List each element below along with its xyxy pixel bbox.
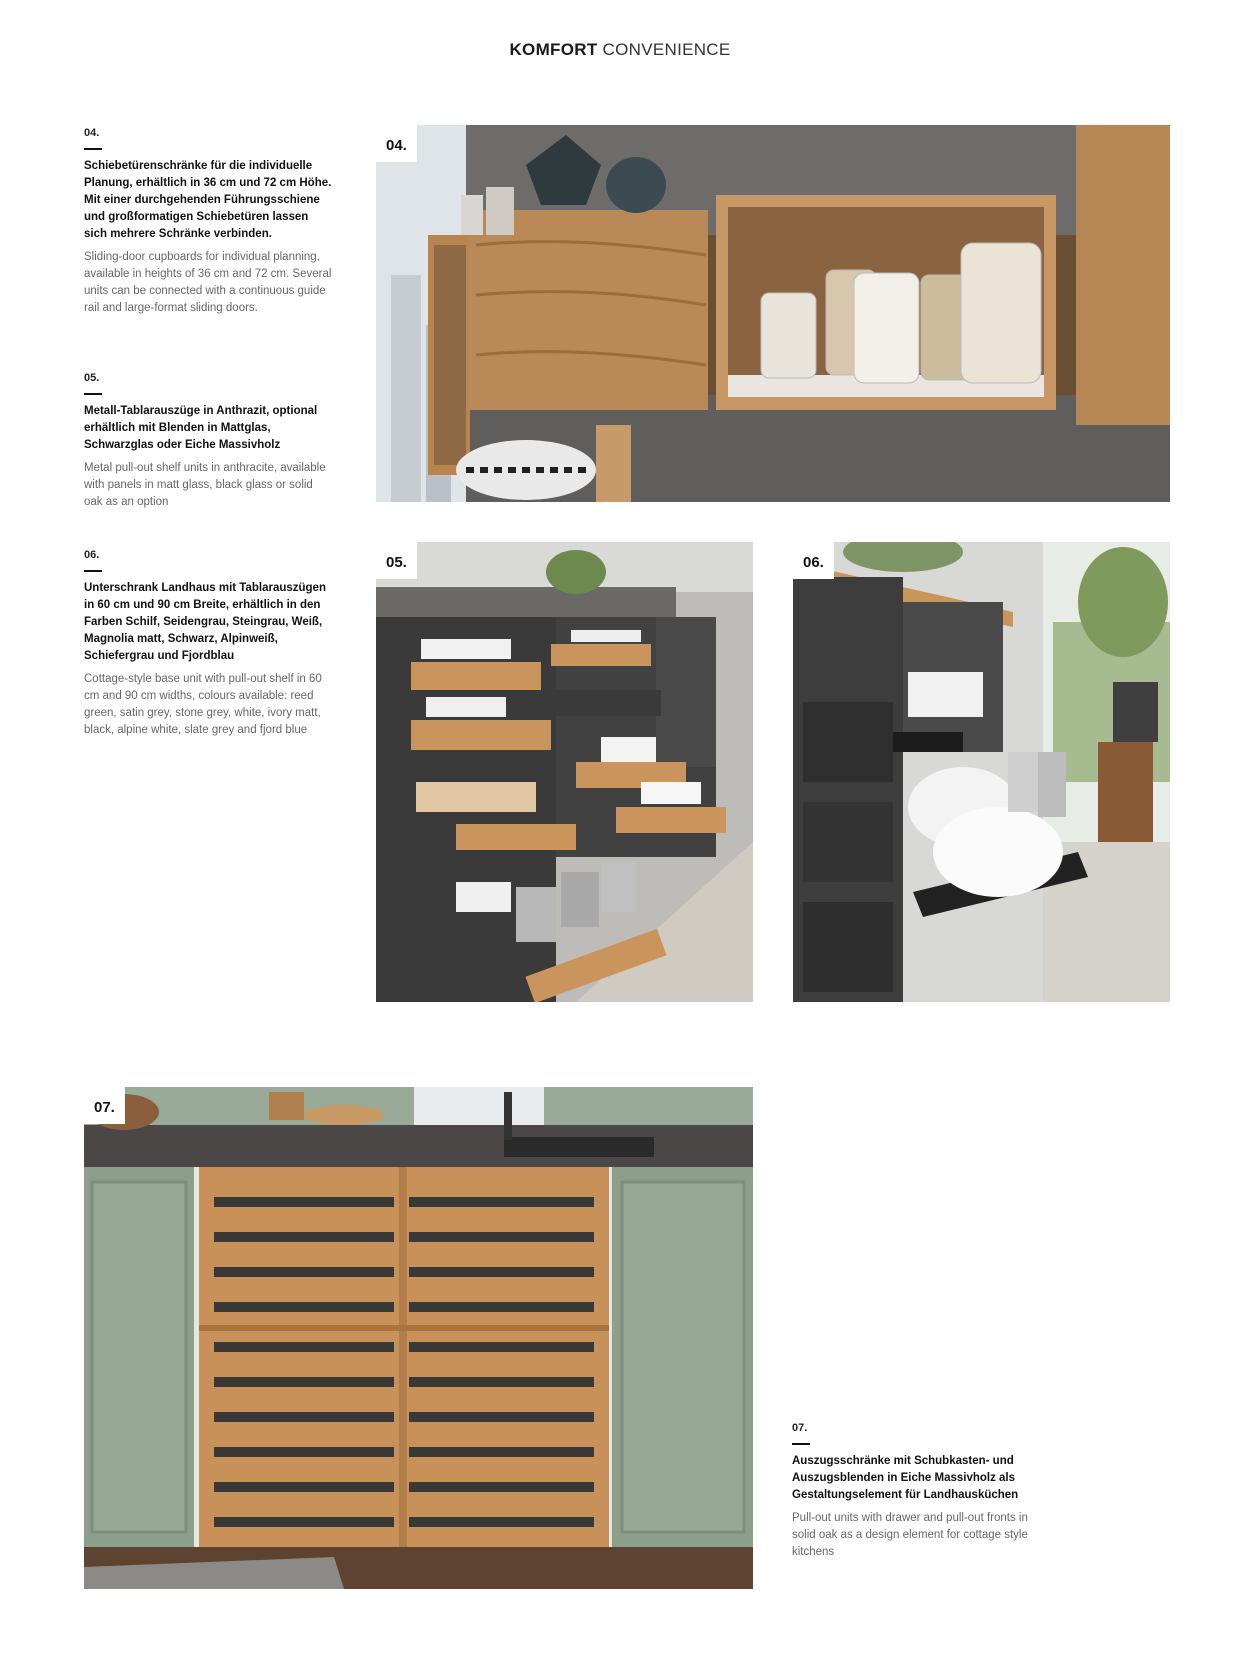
item-description-de: Unterschrank Landhaus mit Tablarauszügen in 60 cm und 90 cm Breite, erhältlich in den Farben Schilf, Seidengrau, Steingrau, Weiß, Magnolia matt, Schwarz, Alpinweiß, Schiefergrau und Fjordblau xyxy=(84,582,326,662)
item-07-text xyxy=(792,1420,1052,1561)
item-number: 07. xyxy=(792,1422,808,1434)
item-description-en: Metal pull-out shelf units in anthracite, available with panels in matt glass, black glass or solid oak as an option xyxy=(84,462,326,508)
item-05-text xyxy=(84,370,334,511)
photo-06-base-unit-pullout xyxy=(793,542,1170,1002)
divider xyxy=(792,1443,810,1445)
item-description-de: Metall-Tablarauszüge in Anthrazit, optional erhältlich mit Blenden in Mattglas, Schwarzglas oder Eiche Massivholz xyxy=(84,405,318,451)
item-number: 06. xyxy=(84,549,100,561)
item-description-en: Sliding-door cupboards for individual planning, available in heights of 36 cm and 72 cm. Several units can be connected with a continuous guide rail and large-format sliding doors. xyxy=(84,251,332,314)
photo-04-sliding-door-cabinets xyxy=(376,125,1170,502)
divider xyxy=(84,148,102,150)
item-description-de: Auszugsschränke mit Schubkasten- und Auszugsblenden in Eiche Massivholz als Gestaltungselement für Landhausküchen xyxy=(792,1455,1019,1501)
divider xyxy=(84,570,102,572)
item-04-text xyxy=(84,125,334,317)
item-description-en: Pull-out units with drawer and pull-out fronts in solid oak as a design element for cottage style kitchens xyxy=(792,1512,1028,1558)
item-06-text xyxy=(84,547,334,739)
header-bold: KOMFORT xyxy=(509,40,598,59)
photo-label: 04. xyxy=(376,125,417,162)
item-description-de: Schiebetürenschränke für die individuelle Planung, erhältlich in 36 cm und 72 cm Höhe. Mit einer durchgehenden Führungsschiene und großformatigen Schiebetüren lassen sich mehrere Schränke verbinden. xyxy=(84,160,332,240)
photo-label: 05. xyxy=(376,542,417,579)
photo-label: 06. xyxy=(793,542,834,579)
photo-05-metal-pullout-shelves xyxy=(376,542,753,1002)
header-light: CONVENIENCE xyxy=(602,40,731,59)
page-header xyxy=(0,40,1240,60)
item-number: 05. xyxy=(84,372,100,384)
item-number: 04. xyxy=(84,127,100,139)
photo-label: 07. xyxy=(84,1087,125,1124)
item-description-en: Cottage-style base unit with pull-out shelf in 60 cm and 90 cm widths, colours available: reed green, satin grey, stone grey, white, ivory matt, black, alpine white, slate grey and fjord blue xyxy=(84,673,322,736)
divider xyxy=(84,393,102,395)
photo-07-cottage-pullout-units xyxy=(84,1087,753,1589)
